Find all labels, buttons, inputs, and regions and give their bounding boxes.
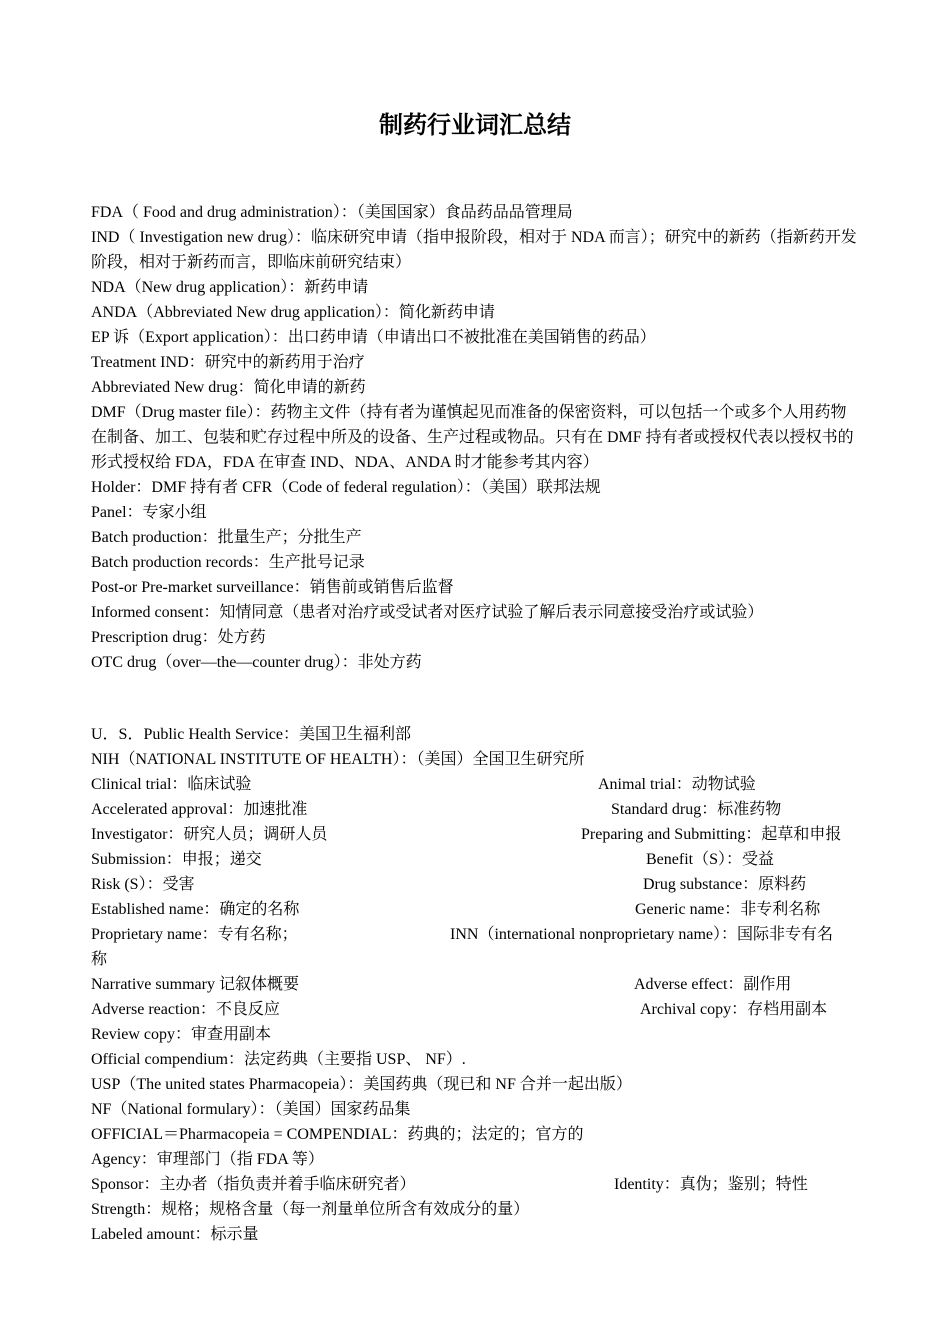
glossary-entry-nda: NDA（New drug application）：新药申请 (91, 279, 369, 296)
glossary-entry-panel: Panel：专家小组 (91, 504, 207, 521)
glossary-row-names (91, 897, 861, 922)
glossary-entry-identity: Identity：真伪；鉴别；特性 (614, 1176, 808, 1193)
glossary-entry-batch-production: Batch production：批量生产；分批生产 (91, 529, 362, 546)
glossary-row-narrative (91, 972, 861, 997)
glossary-entry-agency: Agency：审理部门（指 FDA 等） (91, 1151, 324, 1168)
glossary-entry-narrative-summary: Narrative summary 记叙体概要 (91, 976, 299, 993)
glossary-entry-generic-name: Generic name：非专利名称 (635, 901, 821, 918)
glossary-entry-inn: INN（international nonproprietary name）：国际非专有名 (450, 926, 834, 943)
glossary-row-sponsor (91, 1172, 861, 1197)
glossary-entry-dmf: DMF（Drug master file）：药物主文件（持有者为谨慎起见而准备的保密资料，可以包括一个或多个人用药物在制备、加工、包装和贮存过程中所及的设备、生产过程或物品。只有在 DMF 持有者或授权代表以授权书的形式授权给 FDA，FDA 在审查 IND、NDA、ANDA 时才能参考其内容） (91, 404, 854, 471)
glossary-entry-archival-copy: Archival copy：存档用副本 (640, 1001, 828, 1018)
glossary-entry-inn-continued: 称 (91, 951, 108, 968)
glossary-entry-official: OFFICIAL＝Pharmacopeia = COMPENDIAL：药典的；法定的；官方的 (91, 1126, 584, 1143)
glossary-entry-clinical-trial: Clinical trial：临床试验 (91, 776, 252, 793)
glossary-entry-preparing-submitting: Preparing and Submitting：起草和申报 (581, 826, 842, 843)
glossary-row-proprietary (91, 922, 861, 947)
glossary-row-trials (91, 772, 861, 797)
glossary-section-1 (91, 200, 861, 675)
glossary-entry-review-copy: Review copy：审查用副本 (91, 1026, 271, 1043)
glossary-entry-submission: Submission：申报；递交 (91, 851, 262, 868)
glossary-entry-sponsor: Sponsor：主办者（指负责并着手临床研究者） (91, 1176, 416, 1193)
glossary-entry-otc-drug: OTC drug（over—the—counter drug）：非处方药 (91, 654, 422, 671)
glossary-entry-adverse-effect: Adverse effect：副作用 (634, 976, 792, 993)
glossary-entry-ep: EP 诉（Export application）：出口药申请（申请出口不被批准在美国销售的药品） (91, 329, 656, 346)
glossary-entry-fda: FDA（ Food and drug administration）：（美国国家）食品药品品管理局 (91, 204, 573, 221)
glossary-entry-ind: IND（ Investigation new drug）：临床研究申请（指申报阶段，相对于 NDA 而言）；研究中的新药（指新药开发阶段，相对于新药而言，即临床前研究结束） (91, 229, 857, 271)
glossary-entry-standard-drug: Standard drug：标准药物 (611, 801, 782, 818)
glossary-entry-adverse-reaction: Adverse reaction：不良反应 (91, 1001, 280, 1018)
glossary-entry-nih: NIH（NATIONAL INSTITUTE OF HEALTH）：（美国）全国卫生研究所 (91, 751, 585, 768)
glossary-entry-risk: Risk (S）：受害 (91, 876, 195, 893)
glossary-entry-benefit: Benefit（S）：受益 (646, 851, 774, 868)
glossary-entry-informed-consent: Informed consent：知情同意（患者对治疗或受试者对医疗试验了解后表示同意接受治疗或试验） (91, 604, 764, 621)
glossary-entry-anda: ANDA（Abbreviated New drug application）：简化新药申请 (91, 304, 495, 321)
glossary-row-submission (91, 847, 861, 872)
glossary-entry-proprietary-name: Proprietary name：专有名称； (91, 926, 298, 943)
glossary-entry-established-name: Established name：确定的名称 (91, 901, 300, 918)
glossary-row-investigator (91, 822, 861, 847)
glossary-entry-prescription-drug: Prescription drug：处方药 (91, 629, 266, 646)
glossary-entry-batch-production-records: Batch production records：生产批号记录 (91, 554, 365, 571)
glossary-row-risk (91, 872, 861, 897)
page-title: 制药行业词汇总结 (379, 113, 571, 139)
glossary-entry-holder-cfr: Holder：DMF 持有者 CFR（Code of federal regulation）：（美国）联邦法规 (91, 479, 601, 496)
glossary-entry-treatment-ind: Treatment IND：研究中的新药用于治疗 (91, 354, 365, 371)
glossary-entry-drug-substance: Drug substance：原料药 (643, 876, 807, 893)
glossary-row-adverse-reaction (91, 997, 861, 1022)
glossary-entry-abbreviated-new-drug: Abbreviated New drug：简化申请的新药 (91, 379, 366, 396)
glossary-entry-usp: USP（The united states Pharmacopeia）：美国药典（现已和 NF 合并一起出版） (91, 1076, 632, 1093)
glossary-section-2 (91, 722, 861, 1247)
glossary-entry-investigator: Investigator：研究人员；调研人员 (91, 826, 328, 843)
glossary-entry-nf: NF（National formulary）：（美国）国家药品集 (91, 1101, 411, 1118)
glossary-entry-strength: Strength：规格；规格含量（每一剂量单位所含有效成分的量） (91, 1201, 530, 1218)
glossary-row-approval (91, 797, 861, 822)
glossary-entry-accelerated-approval: Accelerated approval：加速批准 (91, 801, 308, 818)
glossary-entry-animal-trial: Animal trial：动物试验 (598, 776, 756, 793)
glossary-entry-labeled-amount: Labeled amount：标示量 (91, 1226, 259, 1243)
glossary-entry-official-compendium: Official compendium：法定药典（主要指 USP、 NF）. (91, 1051, 466, 1068)
glossary-entry-market-surveillance: Post-or Pre-market surveillance：销售前或销售后监督 (91, 579, 454, 596)
glossary-entry-public-health-service: U．S．Public Health Service：美国卫生福利部 (91, 726, 411, 743)
